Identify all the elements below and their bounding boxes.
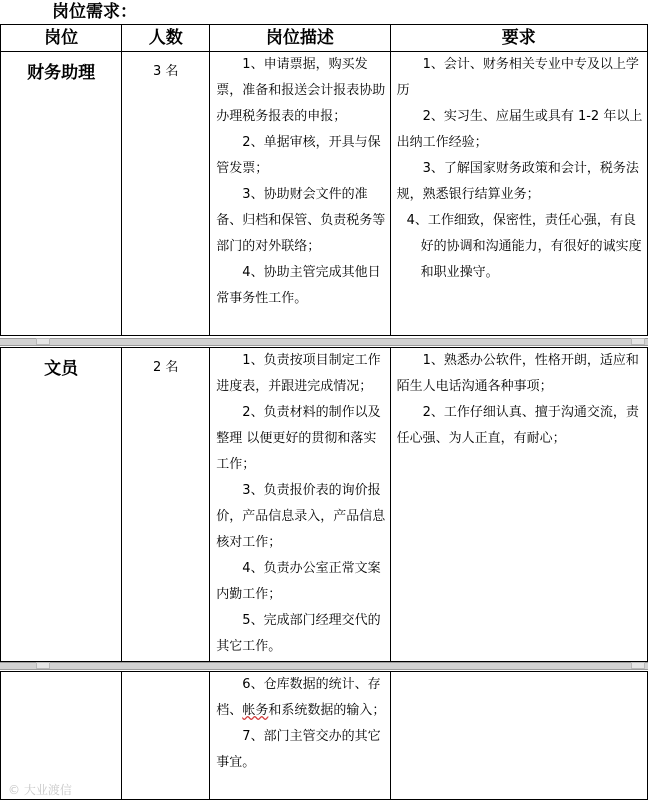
header-requirements: 要求 — [390, 25, 647, 52]
requirements-cell — [390, 52, 647, 336]
description-item: 1、申请票据，购买发票，准备和报送会计报表协助办理税务报表的申报； — [216, 57, 386, 124]
description-item: 2、负责材料的制作以及整理 以便更好的贯彻和落实工作； — [216, 405, 381, 472]
count-cell — [122, 672, 210, 800]
requirement-item: 1、熟悉办公软件，性格开朗，适应和陌生人电话沟通各种事项； — [396, 353, 639, 394]
count-cell: 2 名 — [122, 348, 210, 662]
requirement-item: 2、工作仔细认真、擅于沟通交流，责任心强、为人正直，有耐心； — [396, 405, 639, 446]
requirements-cell — [390, 348, 647, 662]
job-table-part-1 — [0, 24, 648, 336]
header-count: 人数 — [122, 25, 210, 52]
page-title: 岗位需求： — [52, 2, 137, 22]
count-cell: 3 名 — [122, 52, 210, 336]
description-item: 5、完成部门经理交代的其它工作。 — [216, 613, 381, 654]
requirement-item: 2、实习生、应届生或具有 1-2 年以上出纳工作经验； — [396, 109, 643, 150]
requirement-item: 3、了解国家财务政策和会计，税务法规，熟悉银行结算业务； — [396, 161, 639, 202]
description-item: 2、单据审核，开具与保管发票； — [216, 135, 381, 176]
header-row — [1, 25, 648, 52]
description-item: 4、负责办公室正常文案内勤工作； — [216, 561, 381, 602]
description-cell — [210, 348, 390, 662]
spellcheck-flagged-word: 帐务 — [242, 703, 269, 718]
requirement-item: 4、工作细致，保密性，责任心强，有良好的协调和沟通能力，有很好的诚实度和职业操守。 — [406, 213, 642, 280]
job-table-part-3 — [0, 671, 648, 800]
position-cell: 文员 — [1, 348, 122, 662]
watermark: © 大业渡信 — [8, 783, 72, 797]
table-row — [1, 52, 648, 336]
description-cell — [210, 672, 390, 800]
header-position: 岗位 — [1, 25, 122, 52]
description-item: 1、负责按项目制定工作进度表，并跟进完成情况； — [216, 353, 381, 394]
table-row — [1, 672, 648, 800]
page-break — [0, 338, 648, 346]
description-item: 4、协助主管完成其他日常事务性工作。 — [216, 265, 381, 306]
description-text: 和系统数据的输入； — [268, 703, 386, 718]
job-table-part-2 — [0, 347, 648, 662]
page-break-marker — [36, 662, 50, 669]
position-cell: 财务助理 — [1, 52, 122, 336]
page-break-marker — [631, 338, 645, 345]
description-item: 3、负责报价表的询价报价，产品信息录入，产品信息核对工作； — [216, 483, 386, 550]
table-row — [1, 348, 648, 662]
header-description: 岗位描述 — [210, 25, 390, 52]
description-text: 6、仓库数据的统计、存档、 — [216, 677, 381, 718]
page-break — [0, 662, 648, 670]
description-item: 7、部门主管交办的其它事宜。 — [216, 729, 381, 770]
page-break-marker — [36, 338, 50, 345]
description-cell — [210, 52, 390, 336]
description-item: 3、协助财会文件的准备、归档和保管、负责税务等部门的对外联络； — [216, 187, 386, 254]
description-item — [216, 672, 386, 724]
page-break-marker — [631, 662, 645, 669]
requirement-item: 1、会计、财务相关专业中专及以上学历 — [396, 57, 639, 98]
requirements-cell — [390, 672, 647, 800]
